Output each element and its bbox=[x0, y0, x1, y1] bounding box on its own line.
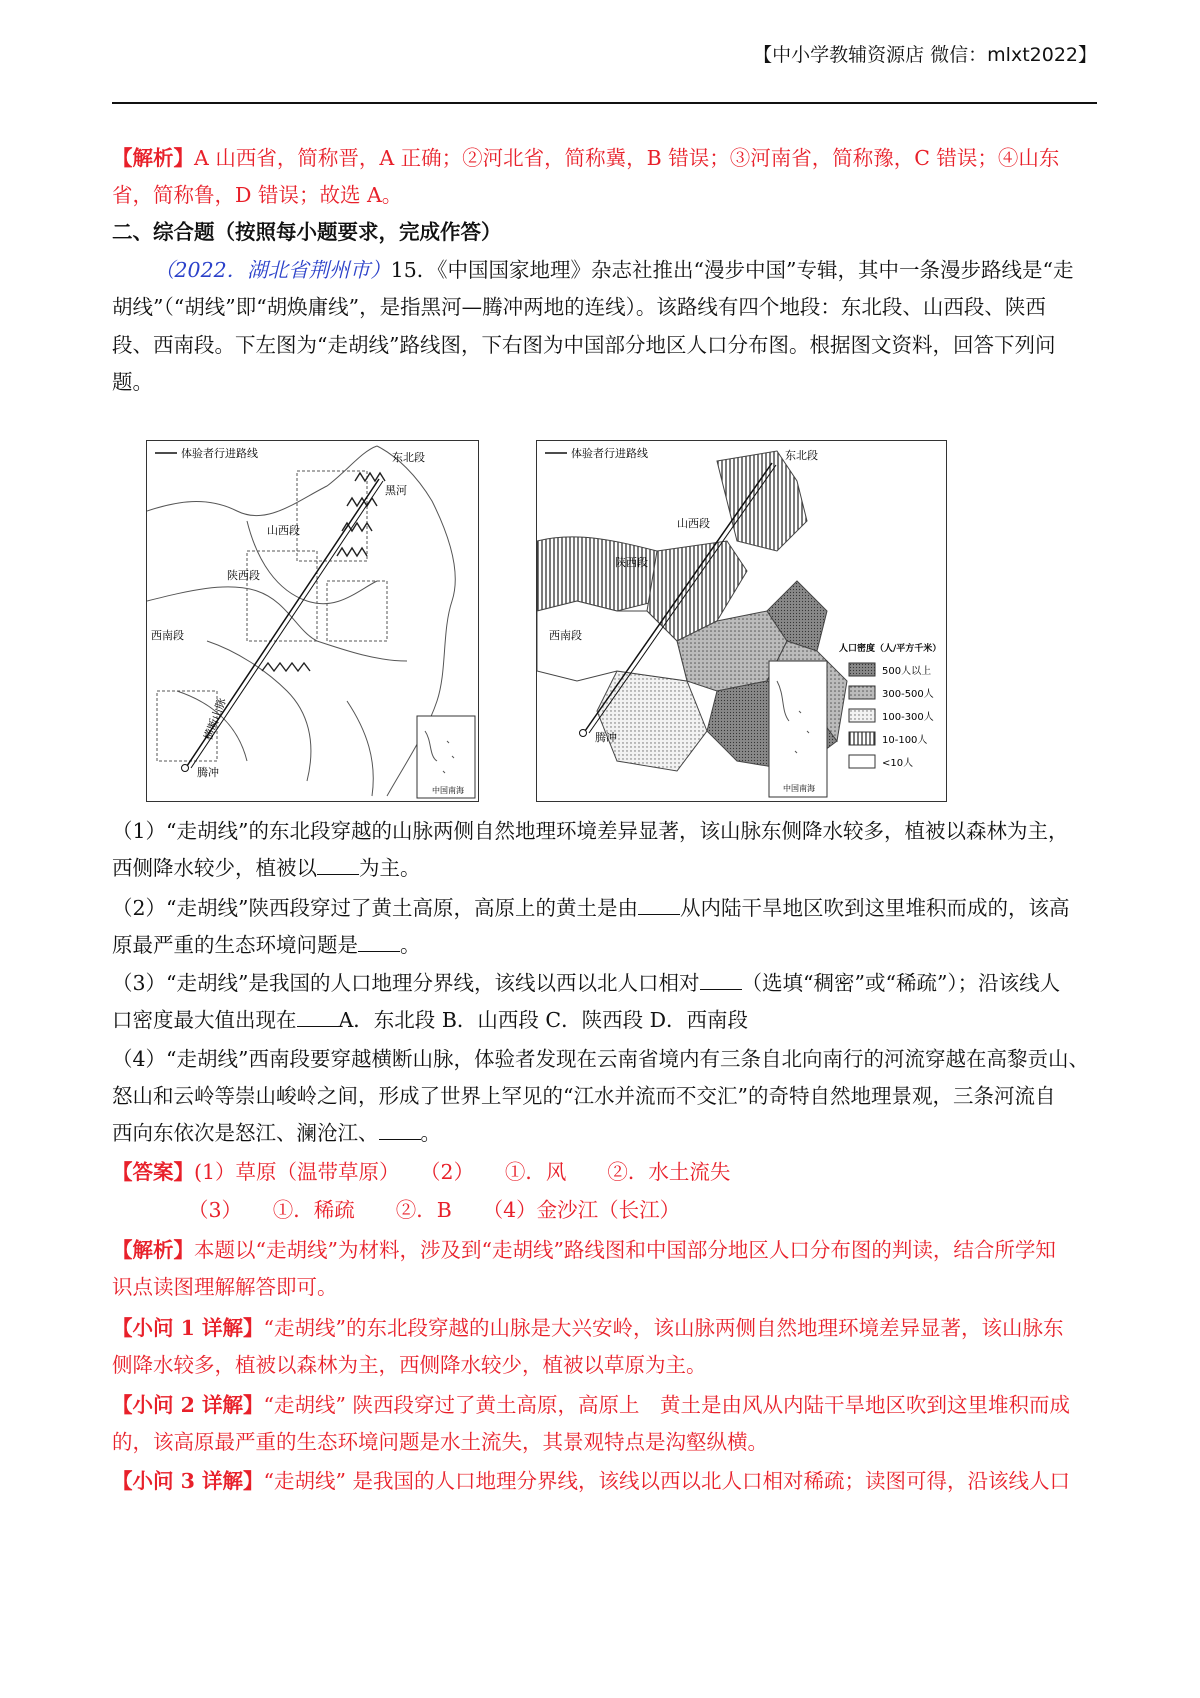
right-label-scs: 中国南海 bbox=[783, 784, 815, 793]
route-map bbox=[146, 440, 479, 802]
answer-tag: 【答案】 bbox=[112, 1160, 194, 1184]
density-swatch-500plus bbox=[849, 663, 875, 676]
q4-line2: 怒山和云岭等崇山峻岭之间，形成了世界上罕见的“江水并流而不交汇”的奇特自然地理景观，三条河流自 bbox=[112, 1084, 1056, 1108]
left-label-northeast: 东北段 bbox=[392, 451, 425, 464]
left-label-heihe: 黑河 bbox=[385, 484, 407, 497]
density-label-10-100: 10-100人 bbox=[882, 735, 928, 746]
right-tengchong-point bbox=[580, 730, 587, 737]
answer-line1 bbox=[112, 1157, 1097, 1187]
right-label-shanxi: 山西段 bbox=[677, 517, 710, 530]
question-line3: 段、西南段。下左图为“走胡线”路线图，下右图为中国部分地区人口分布图。根据图文资料，回答下列问 bbox=[112, 333, 1056, 357]
q2-line2 bbox=[112, 930, 1097, 960]
density-label-100-300: 100-300人 bbox=[882, 712, 934, 723]
q3-line1 bbox=[112, 968, 1097, 998]
q1-text-b: 西侧降水较少，植被以 bbox=[112, 856, 317, 880]
q2-text-c: 原最严重的生态环境问题是 bbox=[112, 933, 358, 957]
q3-blank1 bbox=[700, 969, 742, 990]
left-label-shanxi: 山西段 bbox=[267, 524, 300, 537]
density-swatch-under10 bbox=[849, 755, 875, 768]
analysis-line1 bbox=[112, 1235, 1097, 1265]
detail1-text1: “走胡线”的东北段穿越的山脉是大兴安岭，该山脉两侧自然地理环境差异显著，该山脉东 bbox=[263, 1316, 1064, 1340]
prev-analysis-text1: A 山西省，简称晋，A 正确；②河北省，简称冀，B 错误；③河南省，简称豫，C 错误；④山东 bbox=[194, 146, 1060, 170]
page-header: 【中小学教辅资源店 微信：mlxt2022】 bbox=[753, 44, 1097, 66]
density-swatch-300-500 bbox=[849, 686, 875, 699]
question-text1: 15．《中国国家地理》杂志社推出“漫步中国”专辑，其中一条漫步路线是“走 bbox=[390, 258, 1074, 282]
density-legend-title: 人口密度（人/平方千米） bbox=[839, 644, 942, 654]
q2-text-b: 从内陆干旱地区吹到这里堆积而成的，该高 bbox=[680, 896, 1070, 920]
right-label-northeast: 东北段 bbox=[785, 449, 818, 462]
header-rule bbox=[112, 102, 1097, 104]
q2-blank2 bbox=[358, 931, 400, 952]
q1-line2 bbox=[112, 853, 1097, 883]
tengchong-point bbox=[182, 765, 189, 772]
q3-text-b: （选填“稠密”或“稀疏”）；沿该线人 bbox=[741, 971, 1061, 995]
density-swatch-100-300 bbox=[849, 709, 875, 722]
detail1-line1 bbox=[112, 1313, 1097, 1343]
prev-analysis-line2: 省，简称鲁，D 错误；故选 A。 bbox=[112, 183, 403, 207]
q4-text-c: 西向东依次是怒江、澜沧江、 bbox=[112, 1121, 379, 1145]
density-label-under10: <10人 bbox=[882, 758, 914, 769]
analysis-tag: 【解析】 bbox=[112, 1238, 194, 1262]
q4-text-d: 。 bbox=[420, 1121, 441, 1145]
analysis-text1: 本题以“走胡线”为材料，涉及到“走胡线”路线图和中国部分地区人口分布图的判读，结合所学知 bbox=[194, 1238, 1056, 1262]
density-label-300-500: 300-500人 bbox=[882, 689, 934, 700]
right-label-tengchong: 腾冲 bbox=[595, 731, 617, 744]
prev-analysis-tag: 【解析】 bbox=[112, 146, 194, 170]
density-label-500plus: 500人以上 bbox=[882, 666, 932, 677]
answer-line2: （3） ①．稀疏 ②．B （4）金沙江（长江） bbox=[188, 1198, 681, 1222]
q4-line1: （4）“走胡线”西南段要穿越横断山脉，体验者发现在云南省境内有三条自北向南行的河流穿越在高黎贡山、 bbox=[112, 1047, 1090, 1071]
left-label-mountain: 横断山脉 bbox=[201, 696, 229, 743]
detail2-tag: 【小问 2 详解】 bbox=[112, 1393, 264, 1417]
q1-blank bbox=[317, 854, 359, 875]
detail2-line1 bbox=[112, 1390, 1097, 1420]
q3-line2 bbox=[112, 1005, 1097, 1035]
detail2-line2: 的，该高原最严重的生态环境问题是水土流失，其景观特点是沟壑纵横。 bbox=[112, 1430, 768, 1454]
analysis-line2: 识点读图理解解答即可。 bbox=[112, 1275, 338, 1299]
detail3-tag: 【小问 3 详解】 bbox=[112, 1469, 264, 1493]
detail3-line1 bbox=[112, 1466, 1097, 1496]
q3-blank2 bbox=[297, 1006, 339, 1027]
q3-text-a: （3）“走胡线”是我国的人口地理分界线，该线以西以北人口相对 bbox=[112, 971, 700, 995]
q3-text-d: A．东北段 B．山西段 C．陕西段 D．西南段 bbox=[338, 1008, 749, 1032]
q2-text-d: 。 bbox=[400, 933, 421, 957]
q2-blank1 bbox=[638, 894, 680, 915]
right-label-southwest: 西南段 bbox=[549, 629, 582, 642]
question-line2: 胡线”（“胡线”即“胡焕庸线”，是指黑河—腾冲两地的连线）。该路线有四个地段：东北段、山西段、陕西 bbox=[112, 295, 1046, 319]
prev-analysis-line1 bbox=[112, 143, 1097, 173]
right-label-shaanxi: 陕西段 bbox=[615, 556, 648, 569]
detail1-tag: 【小问 1 详解】 bbox=[112, 1316, 264, 1340]
section-title: 二、综合题（按照每小题要求，完成作答） bbox=[112, 220, 502, 244]
question-source: （2022．湖北省荆州市） bbox=[154, 258, 391, 282]
answer-text1: (1）草原（温带草原） （2） ①．风 ②．水土流失 bbox=[194, 1160, 731, 1184]
q4-blank bbox=[379, 1119, 421, 1140]
left-label-tengchong: 腾冲 bbox=[197, 766, 219, 779]
q1-text-c: 为主。 bbox=[359, 856, 421, 880]
question-line1 bbox=[112, 255, 1139, 285]
left-legend-text: 体验者行进路线 bbox=[181, 447, 258, 460]
left-label-shaanxi: 陕西段 bbox=[227, 569, 260, 582]
detail1-line2: 侧降水较多，植被以森林为主，西侧降水较少，植被以草原为主。 bbox=[112, 1353, 707, 1377]
question-line4: 题。 bbox=[112, 370, 153, 394]
q4-line3 bbox=[112, 1118, 1097, 1148]
density-legend bbox=[849, 663, 934, 769]
q1-line1: （1）“走胡线”的东北段穿越的山脉两侧自然地理环境差异显著，该山脉东侧降水较多，植被以森林为主， bbox=[112, 819, 1069, 843]
q2-line1 bbox=[112, 893, 1097, 923]
detail3-text1: “走胡线” 是我国的人口地理分界线，该线以西以北人口相对稀疏；读图可得，沿该线人口 bbox=[263, 1469, 1071, 1493]
detail2-text1: “走胡线” 陕西段穿过了黄土高原，高原上 黄土是由风从内陆干旱地区吹到这里堆积而成 bbox=[263, 1393, 1071, 1417]
population-map bbox=[536, 440, 947, 802]
right-legend-text: 体验者行进路线 bbox=[571, 447, 648, 460]
q3-text-c: 口密度最大值出现在 bbox=[112, 1008, 297, 1032]
left-label-southwest: 西南段 bbox=[151, 629, 184, 642]
left-label-scs: 中国南海 bbox=[432, 786, 464, 795]
density-swatch-10-100 bbox=[849, 732, 875, 745]
q2-text-a: （2）“走胡线”陕西段穿过了黄土高原，高原上的黄土是由 bbox=[112, 896, 639, 920]
